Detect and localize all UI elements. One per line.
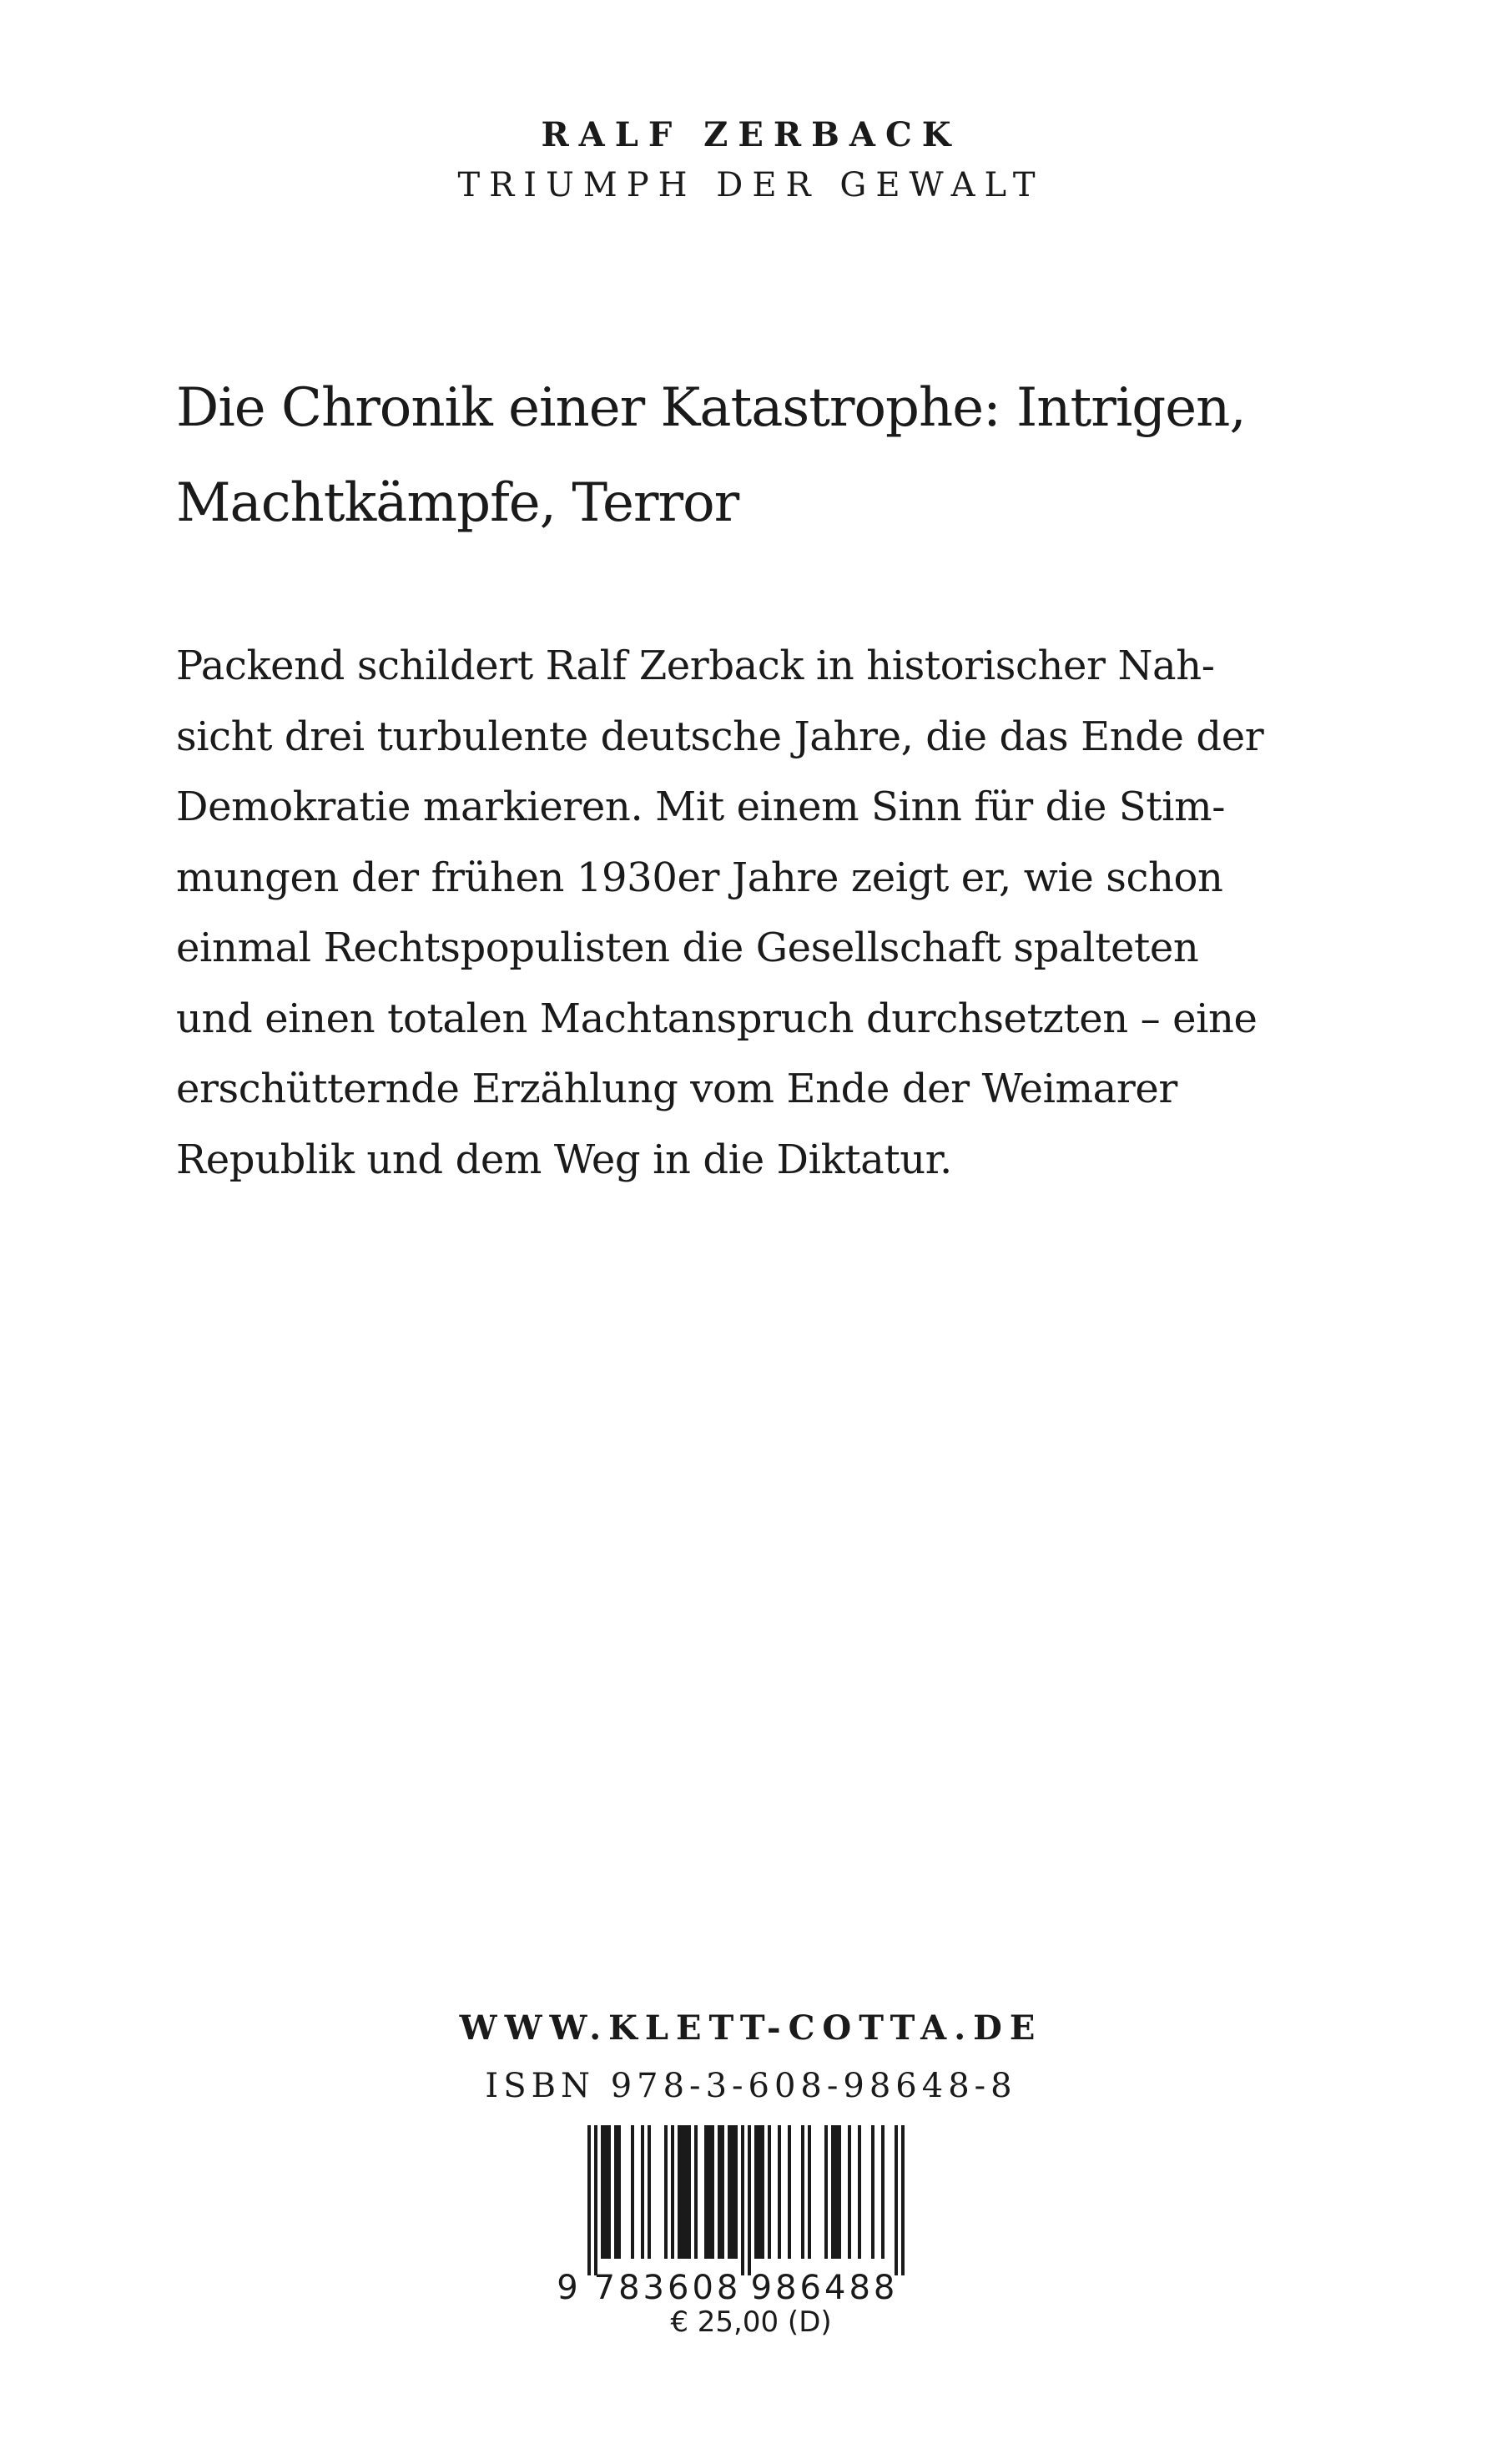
barcode-bar	[704, 2125, 714, 2259]
barcode-bar	[718, 2125, 724, 2259]
barcode-bar	[754, 2125, 764, 2259]
barcode-bar	[768, 2125, 771, 2259]
publisher-website: WWW.KLETT-COTTA.DE	[459, 2008, 1043, 2048]
barcode-bar	[881, 2125, 885, 2259]
barcode-bar	[858, 2125, 861, 2259]
barcode-digits: 986488	[750, 2269, 899, 2306]
barcode-bar	[587, 2125, 591, 2275]
barcode-graphic	[554, 2125, 948, 2306]
blurb-line: Republik und dem Weg in die Diktatur.	[176, 1136, 952, 1183]
barcode-bar	[741, 2125, 744, 2275]
barcode-bar	[901, 2125, 905, 2275]
barcode-bar	[848, 2125, 851, 2259]
barcode-bar	[778, 2125, 781, 2259]
barcode-bar	[601, 2125, 611, 2259]
barcode-bar	[748, 2125, 751, 2275]
barcode-bar	[808, 2125, 811, 2259]
blurb-line: mungen der frühen 1930er Jahre zeigt er, wie schon	[176, 854, 1223, 901]
barcode-bar	[631, 2125, 634, 2259]
blurb-text	[176, 631, 1361, 1195]
blurb-line: Packend schildert Ralf Zerback in historischer Nah-	[176, 642, 1215, 689]
barcode-bar	[664, 2125, 668, 2259]
barcode-bar	[594, 2125, 597, 2275]
blurb-line: Demokratie markieren. Mit einem Sinn für die Stim-	[176, 784, 1226, 830]
book-title: TRIUMPH DER GEWALT	[457, 166, 1045, 204]
barcode-bar	[648, 2125, 651, 2259]
barcode-bar	[871, 2125, 874, 2259]
blurb-line: sicht drei turbulente deutsche Jahre, die das Ende der	[176, 713, 1264, 760]
barcode-digits: 783608	[593, 2269, 742, 2306]
barcode-bar	[694, 2125, 698, 2259]
isbn-text: ISBN 978-3-608-98648-8	[485, 2067, 1017, 2105]
price-label: € 25,00 (D)	[670, 2305, 832, 2339]
barcode-digits: 9	[557, 2269, 582, 2306]
blurb-line: und einen totalen Machtanspruch durchsetzten – eine	[176, 995, 1258, 1042]
barcode-bar	[671, 2125, 674, 2259]
barcode-bar	[895, 2125, 898, 2275]
headline-line: Die Chronik einer Katastrophe: Intrigen,	[176, 377, 1246, 439]
barcode-bar	[614, 2125, 621, 2259]
barcode-bar	[831, 2125, 841, 2259]
barcode-bar	[728, 2125, 738, 2259]
barcode-bar	[678, 2125, 691, 2259]
barcode-bar	[824, 2125, 828, 2259]
headline-line: Machtkämpfe, Terror	[176, 472, 739, 534]
author-name: RALF ZERBACK	[541, 115, 961, 154]
blurb-line: erschütternde Erzählung vom Ende der Weimarer	[176, 1066, 1177, 1112]
headline	[176, 360, 1361, 551]
barcode-bar	[788, 2125, 791, 2259]
barcode-bar	[641, 2125, 644, 2259]
blurb-line: einmal Rechtspopulisten die Gesellschaft spalteten	[176, 925, 1199, 971]
barcode-bar	[801, 2125, 804, 2259]
barcode	[554, 2125, 948, 2306]
